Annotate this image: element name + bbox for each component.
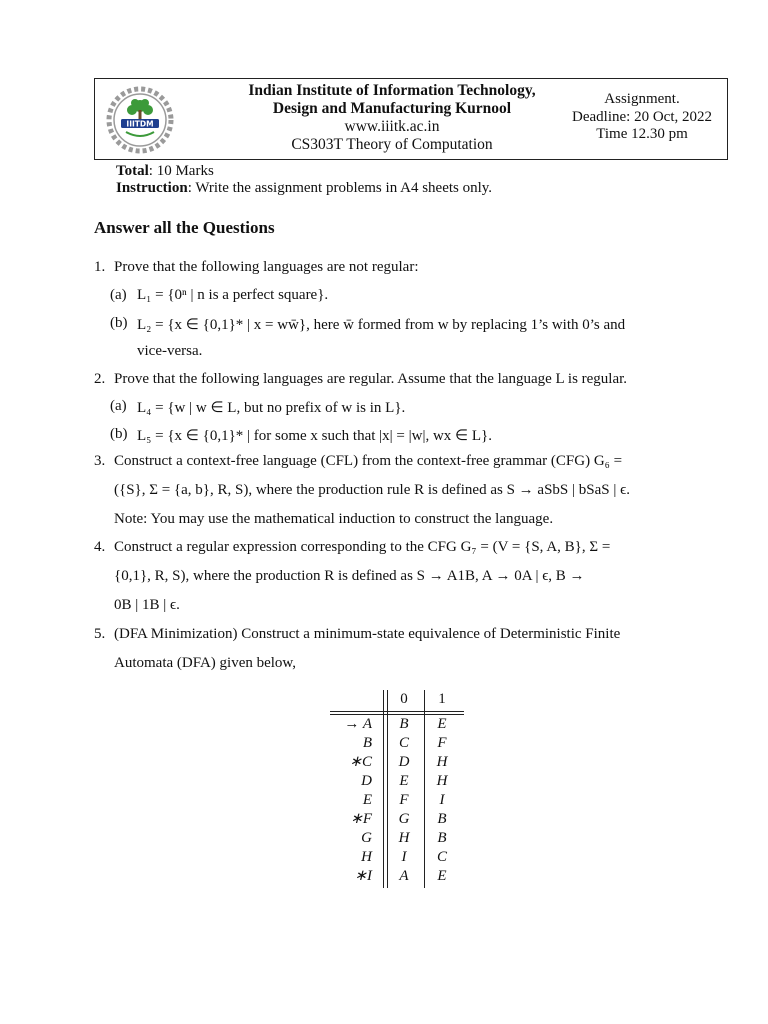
table-cell-state: H (361, 849, 372, 865)
subquestion-label: (a) (110, 398, 127, 414)
table-cell-on-1: H (436, 754, 448, 770)
question-2-text: Prove that the following languages are regular. Assume that the language L is regular. (114, 371, 628, 387)
question-2b-text: L₅ = {x ∈ {0,1}* | for some x such that |x| = |w|, wx ∈ L}. (137, 428, 492, 444)
course-title: CS303T Theory of Computation (291, 136, 493, 153)
section-heading: Answer all the Questions (94, 218, 275, 237)
table-cell-on-1: H (436, 773, 448, 789)
table-cell-state: ∗F (350, 811, 372, 827)
question-number: 1. (94, 259, 106, 275)
table-cell-on-0: A (399, 868, 409, 884)
table-cell-state: E (362, 792, 372, 808)
question-number: 2. (94, 371, 106, 387)
table-cell-state: G (361, 830, 372, 846)
logo-text: IIITDM (126, 119, 154, 129)
deadline: Deadline: 20 Oct, 2022 (572, 108, 712, 125)
subquestion-label: (b) (110, 315, 128, 331)
instruction: Instruction: Write the assignment problems in A4 sheets only. (116, 180, 493, 196)
question-2a-text: L₄ = {w | w ∈ L, but no prefix of w is in L}. (137, 400, 406, 416)
institute-block (204, 82, 580, 154)
table-cell-on-0: G (398, 811, 410, 827)
question-4-text-line3: 0B | 1B | ϵ. (114, 597, 180, 613)
question-4-text-line2: {0,1}, R, S), where the production R is defined as S → A1B, A → 0A | ϵ, B → (114, 568, 585, 584)
question-1b-text: L₂ = {x ∈ {0,1}* | x = ww̄}, here w̄ formed from w by replacing 1’s with 0’s and (137, 317, 626, 333)
question-number: 5. (94, 626, 106, 642)
table-cell-on-1: B (437, 830, 447, 846)
table-cell-state: ∗I (354, 868, 372, 884)
table-cell-on-1: C (436, 849, 447, 865)
assignment-block (560, 91, 724, 144)
question-5-text-line1: (DFA Minimization) Construct a minimum-state equivalence of Deterministic Finite (114, 626, 621, 642)
question-1b-text-cont: vice-versa. (137, 343, 203, 359)
website: www.iiitk.ac.in (344, 118, 440, 135)
total-marks: Total: 10 Marks (116, 163, 214, 179)
table-cell-on-0: D (398, 754, 410, 770)
question-3-text-line2: ({S}, Σ = {a, b}, R, S), where the production rule R is defined as S → aSbS | bSaS | ϵ. (114, 482, 630, 498)
question-1a-text: L₁ = {0ⁿ | n is a perfect square}. (137, 287, 329, 303)
table-header-1: 1 (438, 691, 446, 707)
table-cell-state: B (362, 735, 372, 751)
question-number: 3. (94, 453, 106, 469)
institute-name-line1: Indian Institute of Information Technology, (248, 82, 536, 99)
question-3-text-line1: Construct a context-free language (CFL) from the context-free grammar (CFG) G₆ = (114, 453, 623, 469)
question-4-text-line1: Construct a regular expression corresponding to the CFG G₇ = (V = {S, A, B}, Σ = (114, 539, 611, 555)
table-cell-on-0: F (399, 792, 409, 808)
dfa-transition-table (330, 690, 464, 890)
table-cell-on-0: I (401, 849, 407, 865)
table-cell-on-0: H (398, 830, 410, 846)
table-cell-on-1: F (437, 735, 447, 751)
institute-name-line2: Design and Manufacturing Kurnool (272, 100, 512, 117)
table-cell-state: → A (344, 716, 372, 732)
time: Time 12.30 pm (596, 126, 688, 142)
table-cell-on-0: B (399, 716, 409, 732)
table-cell-state: D (361, 773, 372, 789)
assignment-label: Assignment. (604, 91, 680, 107)
table-cell-on-1: E (437, 868, 447, 884)
table-cell-on-1: B (437, 811, 447, 827)
institute-logo (104, 84, 176, 156)
question-3-note: Note: You may use the mathematical induction to construct the language. (114, 511, 554, 527)
question-number: 4. (94, 539, 106, 555)
question-5-text-line2: Automata (DFA) given below, (114, 655, 297, 671)
subquestion-label: (b) (110, 426, 128, 442)
subquestion-label: (a) (110, 287, 127, 303)
question-1-text: Prove that the following languages are not regular: (114, 259, 419, 275)
table-cell-on-1: I (439, 792, 445, 808)
table-cell-on-0: C (398, 735, 409, 751)
table-header-0: 0 (400, 691, 408, 707)
table-cell-state: ∗C (349, 754, 372, 770)
table-cell-on-0: E (399, 773, 409, 789)
table-cell-on-1: E (437, 716, 447, 732)
